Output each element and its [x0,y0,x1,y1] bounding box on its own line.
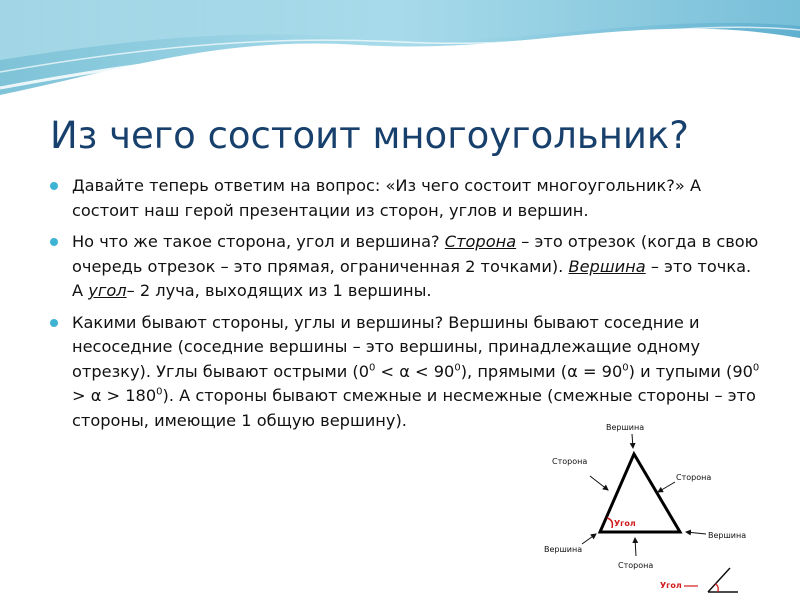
arrow-side-left [590,476,608,490]
bullet-text: > α > 180 [72,386,157,405]
triangle-diagram [542,418,800,600]
bullet-text: ), прямыми (α = 90 [460,361,623,381]
bullet-item [50,174,760,223]
label-side-bottom: Сторона [618,561,654,570]
triangle-diagram-svg [542,418,800,600]
label-vertex-right: Вершина [708,531,747,540]
label-angle-example: Угол [660,581,682,590]
arrow-vertex-left [582,534,596,544]
angle-arc [607,518,612,528]
bullet-text: – 2 луча, выходящих из 1 вершины. [126,281,432,300]
bullet-text: – это точка. А [72,256,752,300]
triangle-shape [600,454,680,532]
bullet-dot-icon [50,238,58,246]
degree-superscript: 0 [622,362,629,374]
label-vertex-left: Вершина [544,545,583,554]
label-vertex-top: Вершина [606,423,645,432]
label-side-right: Сторона [676,473,712,482]
arrow-side-right [658,482,675,492]
arrow-vertex-top [632,434,633,448]
header-wave-decoration [0,0,800,100]
label-side-left: Сторона [552,457,588,466]
bullet-text: < α < 90 [375,361,455,381]
bullet-item [50,230,760,304]
arrow-vertex-right [686,532,706,534]
bullet-text: ). А стороны бывают смежные и несмежные (смежные стороны – это стороны, имеющие 1 общую вершину). [72,386,756,430]
degree-superscript: 0 [156,386,163,398]
bullet-dot-icon [50,319,58,327]
term-highlight: угол [88,281,127,300]
bullet-text: ) и тупыми (90 [628,361,753,381]
slide-title: Из чего состоит многоугольник? [50,114,689,157]
bullet-text: Но что же такое сторона, угол и вершина? [72,232,445,251]
degree-superscript: 0 [752,362,760,374]
label-angle-inner: Угол [614,519,636,528]
degree-superscript: 0 [454,362,461,374]
bullet-dot-icon [50,182,58,190]
bullet-text: Давайте теперь ответим на вопрос: «Из чего состоит многоугольник?» А состоит наш герой презентации из сторон, углов и вершин. [72,176,702,220]
bullet-item [50,311,760,434]
bullet-text: Какими бывают стороны, углы и вершины? Вершины бывают соседние и несоседние (соседние вершины – это вершины, принадлежащие одному отрезку). Углы бывают острыми (0 [72,312,701,381]
term-highlight: Вершина [568,256,646,276]
arrow-side-bottom [635,538,636,556]
angle-example-rays [708,568,738,592]
bullet-list [50,174,760,440]
angle-example-arc [715,584,718,592]
bullet-text: – это отрезок (когда в свою очередь отрезок – это прямая, ограниченная 2 точками). [72,232,759,276]
degree-superscript: 0 [369,362,376,374]
term-highlight: Сторона [444,232,517,251]
